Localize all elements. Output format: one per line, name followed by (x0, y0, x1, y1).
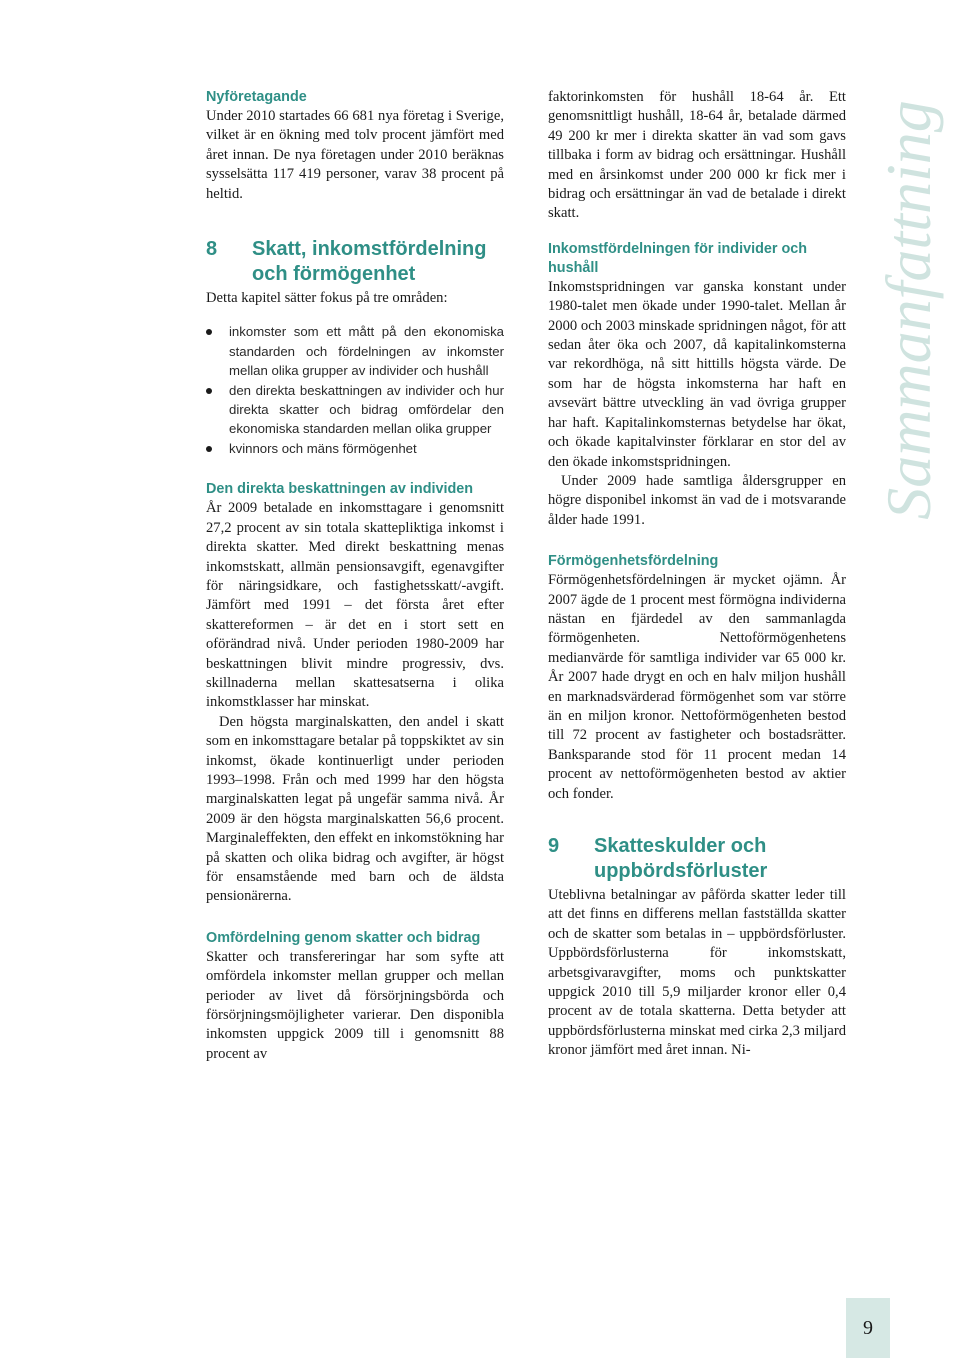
left-column (206, 88, 504, 1064)
bullet-icon (206, 446, 212, 452)
direkt-beskattning-paragraph-2: Den högsta marginalskatten, den andel i skatt som en inkomsttagare betalar på toppskiktet av sin inkomst, ökade kontinuerligt under perioden 1993–1998. Från och med 1999 har den högsta marginalskatten legat på ungefär samma nivå. År 2009 är den högsta marginalskatten 56,6 procent. Marginaleffekten, den effekt en inkomstökning har på skatten och olika bidrag och avgifter, är högst för ensamstående med barn och de äldsta pensionärerna. (206, 713, 504, 905)
bullet-item: inkomster som ett mått på den ekonomiska standarden och fördelningen av inkomster mellan olika grupper av individer och hushåll (206, 322, 504, 380)
chapter-8-bullet-list (206, 322, 504, 458)
page-number: 9 (863, 1316, 873, 1339)
chapter-8-heading (206, 237, 504, 287)
direkt-beskattning-paragraph-1: År 2009 betalade en inkomsttagare i genomsnitt 27,2 procent av sin totala skattepliktiga inkomst i direkta skatter. Med direkt beskattning menas inkomstskatt, allmän pensionsavgift, egenavgifter för näringsidkare, och fastighetsskatt/-avgift. Jämfört med 1991 – det första året efter skattereformen – är det en i stort sett en oförändrad nivå. Under perioden 1980-2009 har beskattningen blivit mindre progressiv, dvs. skillnaderna mellan skattesatserna i olika inkomstklasser har minskat. (206, 500, 504, 711)
direkt-beskattning-heading: Den direkta beskattningen av individen (206, 481, 474, 498)
chapter-8-intro: Detta kapitel sätter fokus på tre områden: (206, 290, 448, 307)
chapter-9-text: Uteblivna betalningar av påförda skatter leder till att det finns en differens mellan fastställda skatter och de skatter som betalas in – uppbördsförluster. Uppbördsförlusterna för inkomstskatt, arbetsgivaravgifter, moms och punktskatter uppgick 2010 till 5,9 miljarder kronor eller 0,4 procent av de totala skatterna. Detta betyder att uppbördsförlusterna minskat med cirka 2,3 miljard kronor jämfört med året innan. Ni- (548, 887, 846, 1059)
omfordelning-text: Skatter och transfereringar har som syfte att omfördela inkomster mellan grupper och mellan perioder av livet då försörjningsbörda och försörjningsmöjligheter varierar. Den disponibla inkomsten uppgick 2009 till i genomsnitt 88 procent av (206, 948, 504, 1062)
chapter-9-title: Skatteskulder och uppbördsförluster (594, 835, 768, 882)
nyforetagande-text: Under 2010 startades 66 681 nya företag i Sverige, vilket är en ökning med tolv procent jämfört med året innan. De nya företagen under 2010 beräknas sysselsätta 117 419 personer, varav 38 procent på heltid. (206, 108, 504, 202)
chapter-8-title: Skatt, inkomstfördelning och förmögenhet (252, 238, 487, 286)
inkomstfordelning-heading: Inkomstfördelningen för individer och hushåll (548, 240, 808, 276)
chapter-9-heading (548, 834, 846, 884)
nyforetagande-heading: Nyföretagande (206, 89, 307, 105)
right-column (548, 88, 846, 1061)
section-side-title: Sammanfattning (873, 100, 944, 520)
page-number-box (846, 1298, 890, 1358)
inkomstfordelning-paragraph-2: Under 2009 hade samtliga åldersgrupper en högre disponibel inkomst än vad de i motsvarande ålder hade 1991. (548, 472, 846, 528)
chapter-9-number: 9 (548, 835, 560, 857)
omfordelning-heading: Omfördelning genom skatter och bidrag (206, 929, 481, 946)
omfordelning-continued-text: faktorinkomsten för hushåll 18-64 år. Ett genomsnittligt hushåll, 18-64 år, betalade därmed 49 200 kr mer i direkta skatter än vad som gavs tillbaka i form av bidrag och ersättningar. Hushåll med en årsinkomst under 200 000 kr fick mer i bidrag och ersättningar än vad de betalade i direkt skatt. (548, 89, 846, 222)
chapter-8-number: 8 (206, 238, 218, 261)
formogenhetsfordelning-text: Förmögenhetsfördelningen är mycket ojämn. År 2007 ägde de 1 procent mest förmögna individerna nästan en fjärdedel av den sammanlagda förmögenheten. Nettoförmögenhetens medianvärde för samtliga individer var 65 000 kr. År 2007 hade drygt en och en halv miljon hushåll en marknadsvärderad förmögenhet som var större än en miljon kronor. Nettoförmögenheten bestod till 72 procent av fastigheter och bostadsrätter. Banksparande stod för 11 procent medan 14 procent av nettoförmögenheten bestod av aktier och fonder. (548, 572, 846, 802)
bullet-icon (206, 329, 212, 335)
inkomstfordelning-paragraph-1: Inkomstspridningen var ganska konstant under 1980-talet men ökade under 1990-talet. Mellan år 2000 och 2003 minskade spridningen något, för att sedan åter öka och 2007, då kapitalinkomsterna var rekordhöga, nå sitt hittills högsta värde. De som har de högsta inkomsterna har haft en avsevärt bättre utveckling än vad övriga grupper har haft. Kapitalinkomsternas betydelse har ökat, och ökade kapitalvinster förklarar en stor del av den ökade inkomstspridningen. (548, 278, 846, 470)
bullet-icon (206, 388, 212, 394)
bullet-item: den direkta beskattningen av individer och hur direkta skatter och bidrag omfördelar den ekonomiska standarden mellan olika grupper (206, 381, 504, 439)
formogenhetsfordelning-heading: Förmögenhetsfördelning (548, 553, 719, 570)
bullet-item: kvinnors och mäns förmögenhet (206, 439, 504, 458)
